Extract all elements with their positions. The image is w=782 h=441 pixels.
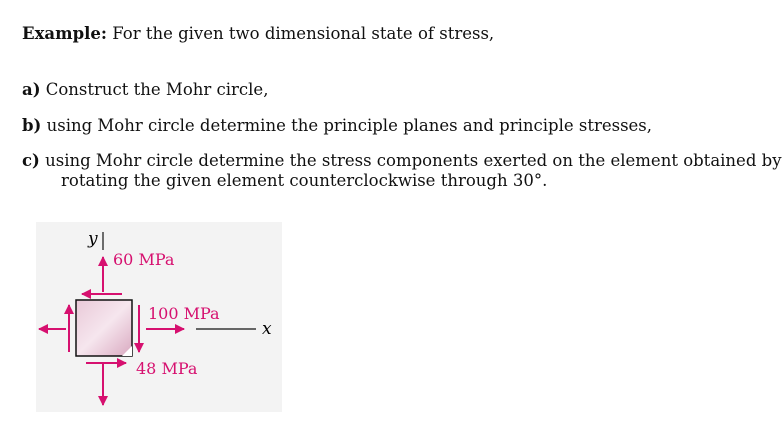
item-a [22,80,268,100]
stress-element-figure [36,222,282,412]
stress-shear-label: 48 MPa [136,359,198,378]
stress-vertical-label: 60 MPa [113,250,175,269]
intro-text: For the given two dimensional state of stress, [106,24,495,43]
example-label: Example: [22,24,107,43]
item-c-label: c) [22,151,40,170]
item-b-label: b) [22,116,42,135]
item-c-text: using Mohr circle determine the stress components exerted on the element obtained by [39,151,782,170]
y-axis-label: y [88,229,98,249]
x-axis-label: x [262,319,272,339]
stress-element [76,300,132,356]
item-b-text: using Mohr circle determine the principle planes and principle stresses, [41,116,653,135]
intro-paragraph [22,24,494,44]
item-b [22,116,652,136]
stress-horizontal-label: 100 MPa [148,304,220,323]
item-a-text: Construct the Mohr circle, [40,80,269,99]
item-c-continuation: rotating the given element counterclockwise through 30°. [61,171,548,190]
item-c [22,151,782,171]
stress-element-diagram [36,222,282,412]
item-a-label: a) [22,80,41,99]
